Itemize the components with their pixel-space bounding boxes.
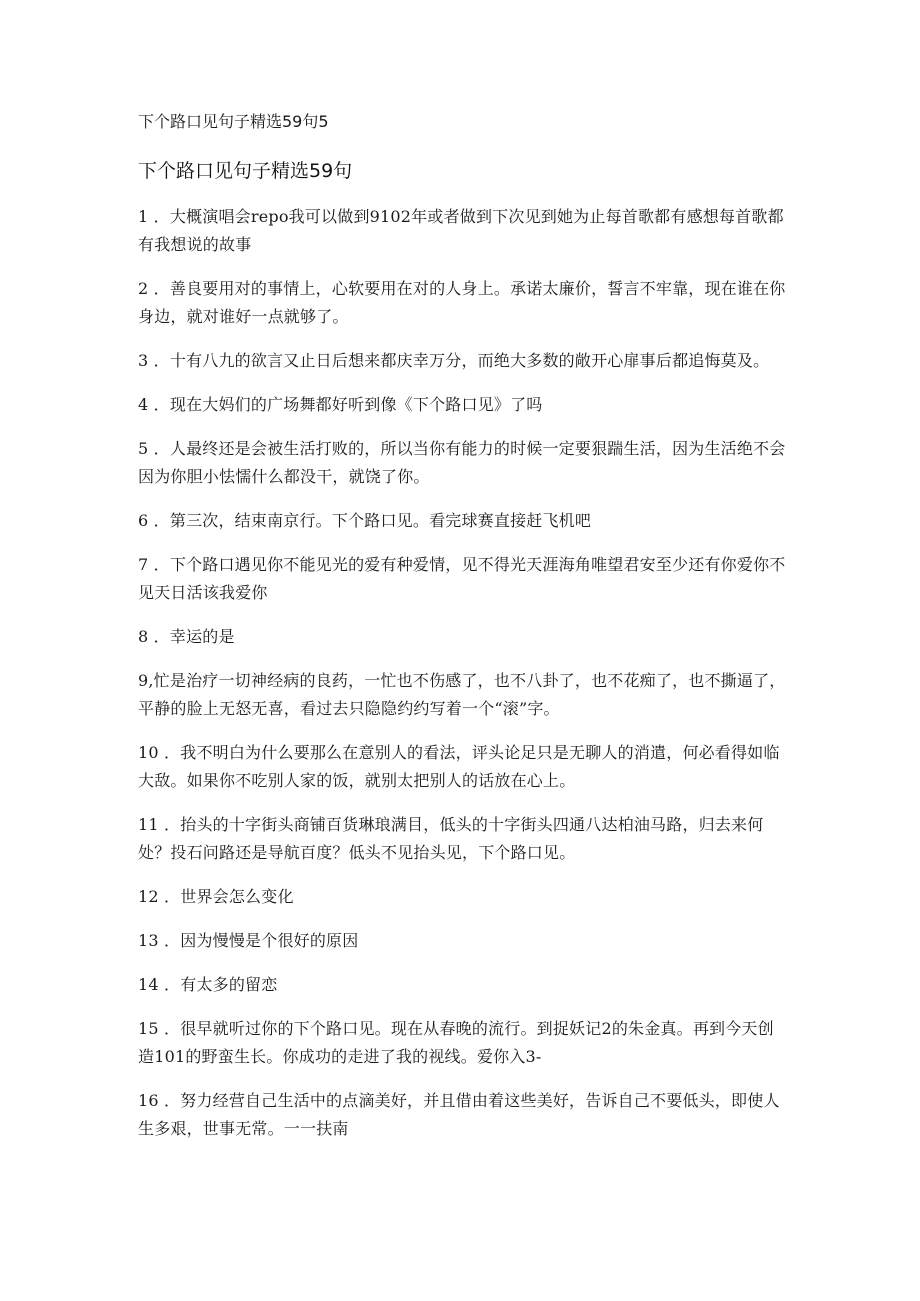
list-item: 2 ．善良要用对的事情上，心软要用在对的人身上。承诺太廉价，誓言不牢靠，现在谁在你身边，就对谁好一点就够了。 (138, 279, 786, 326)
list-item: 13 ．因为慢慢是个很好的原因 (138, 931, 359, 950)
list-item: 9,忙是治疗一切神经病的良药，一忙也不伤感了，也不八卦了，也不花痴了，也不撕逼了，平静的脸上无怒无喜，看过去只隐隐约约写着一个“滚”字。 (138, 671, 786, 718)
list-item: 15 ．很早就听过你的下个路口见。现在从春晚的流行。到捉妖记2的朱金真。再到今天创造101的野蛮生长。你成功的走进了我的视线。爱你入3- (138, 1019, 774, 1066)
list-item: 1 ．大概演唱会repo我可以做到9102年或者做到下次见到她为止每首歌都有感想每首歌都有我想说的故事 (138, 207, 784, 254)
list-item: 8 ．幸运的是 (138, 627, 235, 646)
list-item: 4 ．现在大妈们的广场舞都好听到像《下个路口见》了吗 (138, 395, 543, 414)
list-item: 11 ．抬头的十字街头商铺百货琳琅满目，低头的十字街头四通八达柏油马路，归去来何处？投石问路还是导航百度？低头不见抬头见，下个路口见。 (138, 815, 764, 862)
sentence-list (138, 203, 788, 1159)
list-item: 7 ．下个路口遇见你不能见光的爱有种爱情，见不得光天涯海角唯望君安至少还有你爱你不见天日活该我爱你 (138, 555, 786, 602)
document-title: 下个路口见句子精选59句 (138, 160, 353, 182)
list-item: 5 ．人最终还是会被生活打败的，所以当你有能力的时候一定要狠踹生活，因为生活绝不会因为你胆小怯懦什么都没干，就饶了你。 (138, 439, 786, 486)
list-item: 14 ．有太多的留恋 (138, 975, 278, 994)
list-item: 16 ．努力经营自己生活中的点滴美好，并且借由着这些美好，告诉自己不要低头，即使人生多艰，世事无常。一一扶南 (138, 1091, 780, 1138)
list-item: 10 ．我不明白为什么要那么在意别人的看法，评头论足只是无聊人的消遣，何必看得如临大敌。如果你不吃别人家的饭，就别太把别人的话放在心上。 (138, 743, 780, 790)
header-title: 下个路口见句子精选59句5 (138, 112, 329, 131)
list-item: 3 ．十有八九的欲言又止日后想来都庆幸万分，而绝大多数的敞开心扉事后都追悔莫及。 (138, 351, 770, 370)
list-item: 12 ．世界会怎么变化 (138, 887, 294, 906)
list-item: 6 ．第三次，结束南京行。下个路口见。看完球赛直接赶飞机吧 (138, 511, 592, 530)
